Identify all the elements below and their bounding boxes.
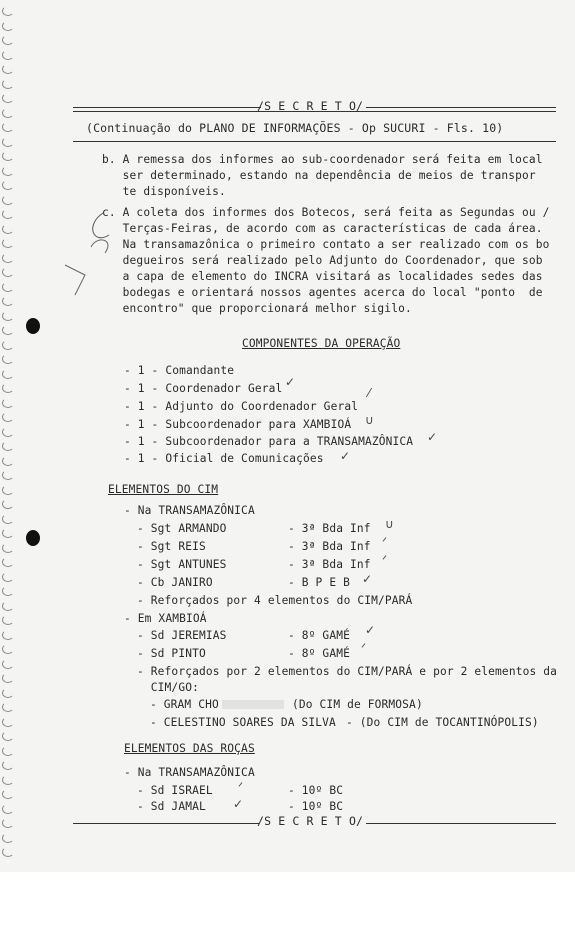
- extra-name: - CELESTINO SOARES DA SILVA: [150, 716, 336, 729]
- binder-hole: [2, 441, 14, 451]
- binder-hole: [2, 93, 14, 103]
- checkmark-icon: ∪: [365, 413, 374, 427]
- binder-hole: [2, 238, 14, 248]
- paragraph-line: a capa de elemento do INCRA visitará as localidades sedes das: [102, 270, 543, 283]
- checkmark-icon: ᐟ: [361, 641, 367, 655]
- footer-rule-left: [73, 823, 259, 824]
- binder-hole: [2, 122, 14, 132]
- checkmark-icon: ∪: [385, 517, 394, 531]
- paragraph-line: c. A coleta dos informes dos Botecos, será feita as Segundas ou /: [102, 206, 550, 219]
- binder-hole: [2, 21, 14, 31]
- reinforcement-line: - Reforçados por 2 elementos do CIM/PARÁ e por 2 elementos da: [137, 665, 558, 678]
- binder-hole: [2, 383, 14, 393]
- binder-hole: [2, 731, 14, 741]
- binder-hole: [2, 630, 14, 640]
- checkmark-icon: ✓: [340, 449, 351, 463]
- binder-hole: [2, 746, 14, 756]
- paragraph-line: encontro" que proporcionará melhor sigilo.: [102, 302, 412, 315]
- paragraph-line: bodegas e orientará nossos agentes acerca do local "ponto de: [102, 286, 543, 299]
- binder-hole: [2, 64, 14, 74]
- binder-hole: [2, 267, 14, 277]
- redaction-mark: [222, 700, 284, 709]
- paragraph-line: ser determinado, estando na dependência de meios de transpor: [102, 169, 536, 182]
- binder-hole: [2, 760, 14, 770]
- binder-hole: [2, 514, 14, 524]
- binder-hole: [2, 253, 14, 263]
- binder-hole: [2, 717, 14, 727]
- person-unit: - 8º GAMÉ: [288, 629, 350, 642]
- binder-hole: [2, 485, 14, 495]
- list-item: - 1 - Adjunto do Coordenador Geral: [124, 400, 359, 413]
- extra-origin: (Do CIM de FORMOSA): [292, 698, 423, 711]
- person-name: - Cb JANIRO: [137, 576, 213, 589]
- components-title: COMPONENTES DA OPERAÇÃO: [242, 337, 401, 350]
- binder-hole: [2, 572, 14, 582]
- binder-hole: [2, 499, 14, 509]
- binder-hole: [2, 296, 14, 306]
- binder-hole: [2, 601, 14, 611]
- person-name: - Sgt ANTUNES: [137, 558, 227, 571]
- paragraph-line: Na transamazônica o primeiro contato a ser realizado com os bo: [102, 238, 550, 251]
- header-rule-double: [73, 111, 556, 112]
- checkmark-icon: ✓: [427, 430, 438, 444]
- binder-hole: [2, 659, 14, 669]
- list-item: - 1 - Comandante: [124, 364, 235, 377]
- extra-name: - GRAM CHO: [150, 698, 219, 711]
- person-name: - Sd ISRAEL: [137, 784, 213, 797]
- binder-hole: [2, 615, 14, 625]
- binder-hole: [2, 804, 14, 814]
- binder-holes: [2, 6, 16, 866]
- binder-hole: [2, 325, 14, 335]
- person-unit: - 3ª Bda Inf: [288, 522, 371, 535]
- reinforcement-line: CIM/GO:: [137, 681, 199, 694]
- paragraph-line: b. A remessa dos informes ao sub-coordenador será feita em local: [102, 153, 543, 166]
- list-item: - 1 - Coordenador Geral: [124, 382, 283, 395]
- header-rule-right: [366, 107, 556, 108]
- paragraph-line: degueiros será realizado pelo Adjunto do Coordenador, que sob: [102, 254, 543, 267]
- list-item: - 1 - Subcoordenador para XAMBIOÁ: [124, 418, 352, 431]
- checkmark-icon: ᐟ: [382, 553, 388, 567]
- binder-hole: [2, 209, 14, 219]
- classification-top: /S E C R E T O/: [257, 99, 364, 113]
- checkmark-icon: ⁄: [368, 386, 371, 400]
- binder-hole: [2, 456, 14, 466]
- binder-hole: [2, 586, 14, 596]
- binder-hole: [2, 354, 14, 364]
- binder-hole: [2, 688, 14, 698]
- header-rule-bottom: [73, 141, 556, 142]
- person-name: - Sgt REIS: [137, 540, 206, 553]
- binder-hole: [2, 6, 14, 16]
- binder-hole: [2, 282, 14, 292]
- cim-transamazonica-label: - Na TRANSAMAZÔNICA: [124, 504, 255, 517]
- binder-hole: [2, 35, 14, 45]
- person-unit: - 10º BC: [288, 800, 344, 813]
- person-unit: - 8º GAMÉ: [288, 647, 350, 660]
- binder-hole: [2, 79, 14, 89]
- binder-hole: [2, 644, 14, 654]
- person-unit: - 3ª Bda Inf: [288, 540, 371, 553]
- checkmark-icon: ✓: [362, 572, 373, 586]
- binder-hole: [2, 543, 14, 553]
- rocas-title: ELEMENTOS DAS ROÇAS: [124, 742, 255, 755]
- binder-hole: [2, 470, 14, 480]
- extra-origin: - (Do CIM de TOCANTINÓPOLIS): [346, 716, 539, 729]
- binder-hole: [2, 166, 14, 176]
- person-unit: - 3ª Bda Inf: [288, 558, 371, 571]
- person-unit: - 10º BC: [288, 784, 344, 797]
- person-name: - Sd PINTO: [137, 647, 206, 660]
- checkmark-icon: ✓: [365, 623, 376, 637]
- checkmark-icon: ᐟ: [382, 535, 388, 549]
- reinforcement-line: - Reforçados por 4 elementos do CIM/PARÁ: [137, 594, 413, 607]
- list-item: - 1 - Subcoordenador para a TRANSAMAZÔNICA: [124, 435, 414, 448]
- classification-bottom: /S E C R E T O/: [257, 814, 364, 828]
- binder-hole: [2, 427, 14, 437]
- binder-hole: [2, 528, 14, 538]
- binder-hole: [2, 398, 14, 408]
- cim-xambioa-label: - Em XAMBIOÁ: [124, 612, 207, 625]
- binder-hole: [2, 311, 14, 321]
- paragraph-line: Terças-Feiras, de acordo com as características de cada área.: [102, 222, 543, 235]
- binder-hole: [2, 412, 14, 422]
- punch-hole-mark: [26, 530, 40, 546]
- handwritten-margin-mark: [55, 205, 125, 305]
- binder-hole: [2, 833, 14, 843]
- header-rule-left: [73, 107, 261, 108]
- binder-hole: [2, 557, 14, 567]
- binder-hole: [2, 151, 14, 161]
- person-name: - Sd JEREMIAS: [137, 629, 227, 642]
- binder-hole: [2, 108, 14, 118]
- page-background: [0, 872, 575, 947]
- binder-hole: [2, 673, 14, 683]
- binder-hole: [2, 369, 14, 379]
- binder-hole: [2, 224, 14, 234]
- person-name: - Sgt ARMANDO: [137, 522, 227, 535]
- binder-hole: [2, 818, 14, 828]
- checkmark-icon: ᐟ: [238, 780, 244, 794]
- binder-hole: [2, 137, 14, 147]
- cim-title: ELEMENTOS DO CIM: [108, 483, 219, 496]
- binder-hole: [2, 702, 14, 712]
- person-name: - Sd JAMAL: [137, 800, 206, 813]
- person-unit: - B P E B: [288, 576, 350, 589]
- binder-hole: [2, 180, 14, 190]
- checkmark-icon: ✓: [285, 375, 296, 389]
- footer-rule-right: [366, 823, 556, 824]
- binder-hole: [2, 340, 14, 350]
- binder-hole: [2, 50, 14, 60]
- binder-hole: [2, 775, 14, 785]
- paragraph-line: te disponíveis.: [102, 185, 226, 198]
- binder-hole: [2, 847, 14, 857]
- rocas-label: - Na TRANSAMAZÔNICA: [124, 766, 255, 779]
- checkmark-icon: ✓: [233, 797, 244, 811]
- binder-hole: [2, 195, 14, 205]
- binder-hole: [2, 789, 14, 799]
- punch-hole-mark: [26, 318, 40, 334]
- continuation-line: (Continuação do PLANO DE INFORMAÇÕES - Op SUCURI - Fls. 10): [86, 121, 504, 135]
- list-item: - 1 - Oficial de Comunicações: [124, 452, 324, 465]
